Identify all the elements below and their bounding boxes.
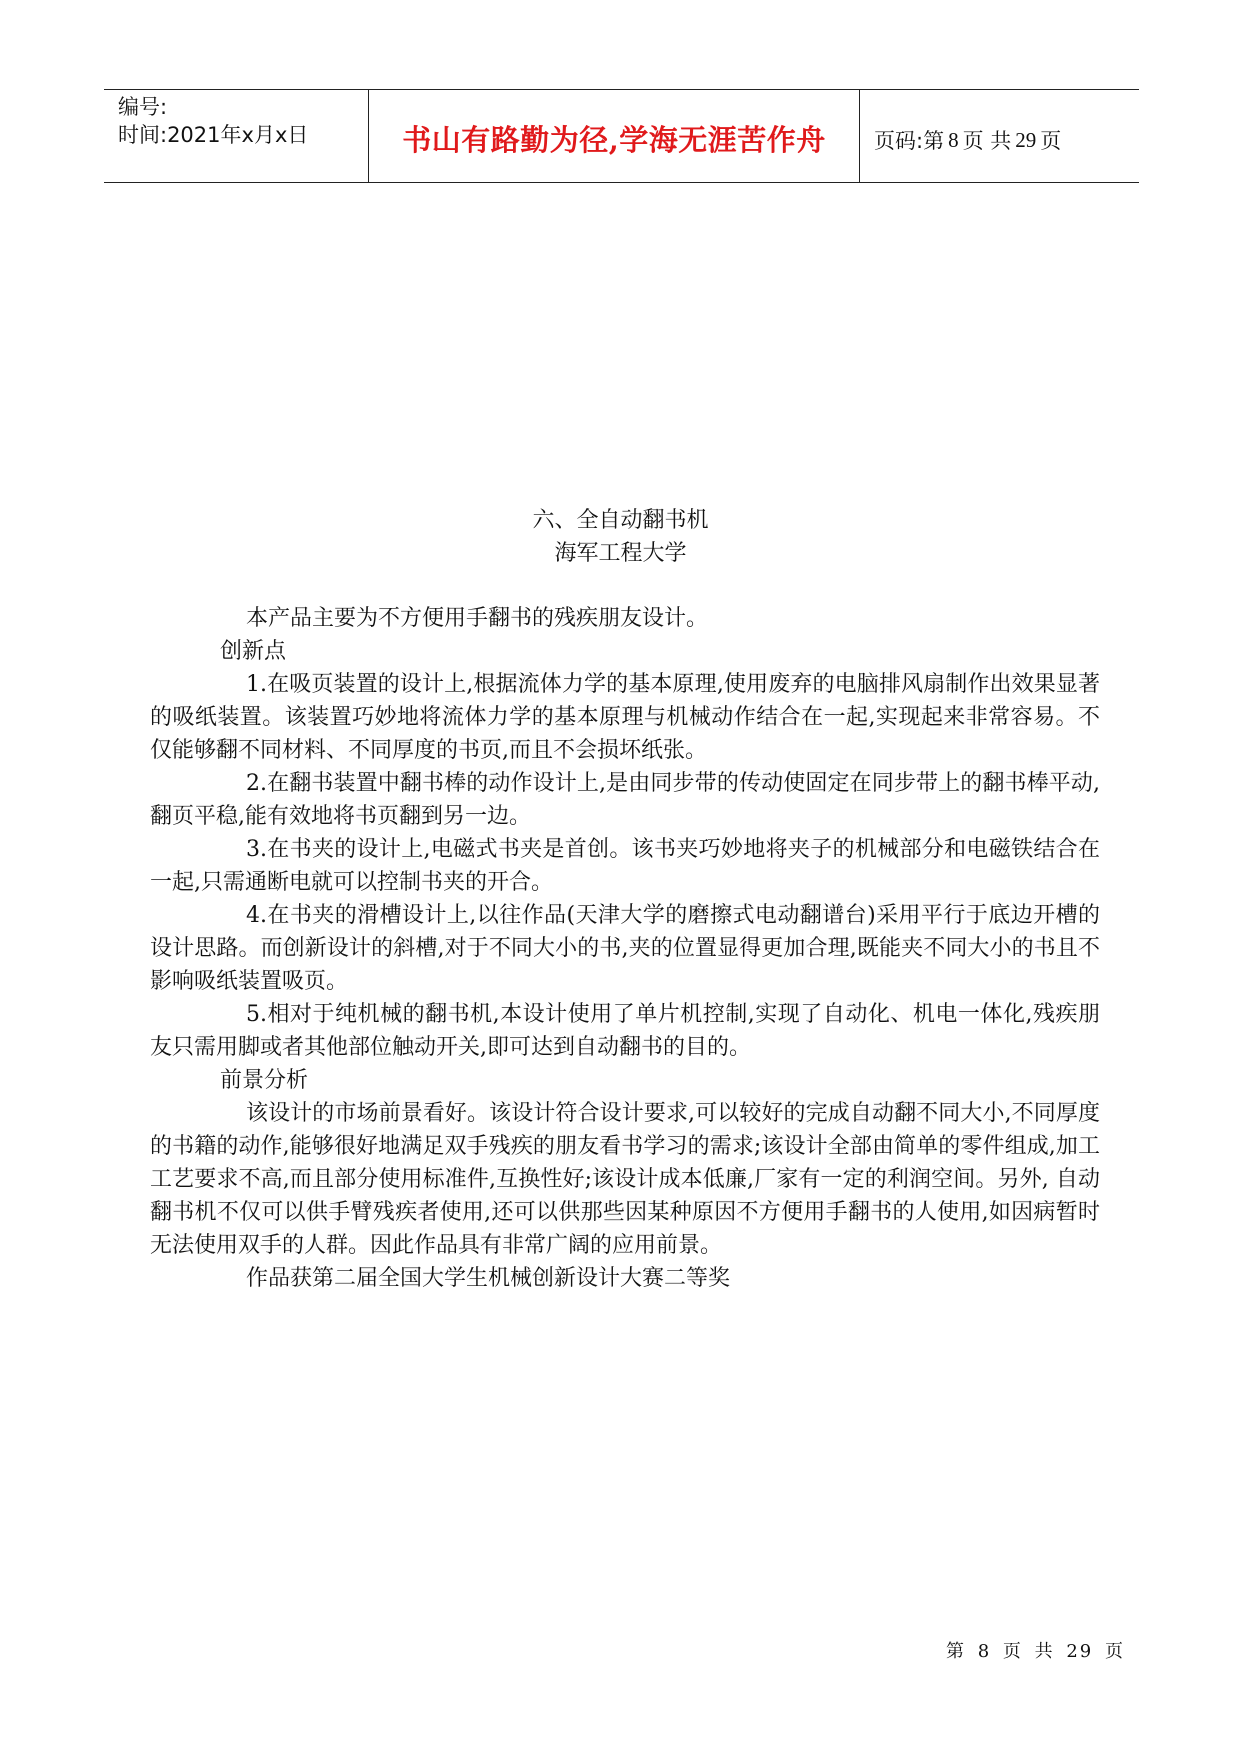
number-label: 编号: xyxy=(118,95,168,119)
body-paragraph: 本产品主要为不方便用手翻书的残疾朋友设计。 xyxy=(246,606,709,631)
body-paragraph: 1.在吸页装置的设计上,根据流体力学的基本原理,使用废弃的电脑排风扇制作出效果显著的吸纸装置。该装置巧妙地将流体力学的基本原理与机械动作结合在一起,实现起来非常容易。不仅能够翻不同材料、不同厚度的书页,而且不会损坏纸张。 xyxy=(150,672,1100,763)
header-motto: 书山有路勤为径,学海无涯苦作舟 xyxy=(369,90,860,182)
body-paragraph: 该设计的市场前景看好。该设计符合设计要求,可以较好的完成自动翻不同大小,不同厚度的书籍的动作,能够很好地满足双手残疾的朋友看书学习的需求;该设计全部由简单的零件组成,加工工艺要求不高,而且部分使用标准件,互换性好;该设计成本低廉,厂家有一定的利润空间。另外, 自动翻书机不仅可以供手臂残疾者使用,还可以供那些因某种原因不方便用手翻书的人使用,如因病暂时无法使用双手的人群。因此作品具有非常广阔的应用前景。 xyxy=(150,1101,1100,1258)
page-total: 29 xyxy=(1015,127,1037,152)
page-suffix: 页 xyxy=(1040,129,1062,153)
time-label: 时间:2021年x月x日 xyxy=(118,123,309,147)
header-page-number xyxy=(860,90,1139,186)
body-paragraph: 3.在书夹的设计上,电磁式书夹是首创。该书夹巧妙地将夹子的机械部分和电磁铁结合在一起,只需通断电就可以控制书夹的开合。 xyxy=(150,837,1100,895)
page-current: 8 xyxy=(948,127,959,152)
document-body xyxy=(150,602,1100,1295)
body-paragraph: 作品获第二届全国大学生机械创新设计大赛二等奖 xyxy=(246,1266,731,1291)
page-header xyxy=(104,89,1139,183)
body-paragraph: 4.在书夹的滑槽设计上,以往作品(天津大学的磨擦式电动翻谱台)采用平行于底边开槽的设计思路。而创新设计的斜槽,对于不同大小的书,夹的位置显得更加合理,既能夹不同大小的书且不影响吸纸装置吸页。 xyxy=(150,903,1100,994)
page-mid: 页 共 xyxy=(962,129,1012,153)
body-paragraph: 创新点 xyxy=(220,639,287,664)
body-paragraph: 前景分析 xyxy=(220,1068,309,1093)
header-info-cell xyxy=(104,90,369,182)
page-prefix: 页码:第 xyxy=(874,129,945,153)
body-paragraph: 5.相对于纯机械的翻书机,本设计使用了单片机控制,实现了自动化、机电一体化,残疾朋友只需用脚或者其他部位触动开关,即可达到自动翻书的目的。 xyxy=(150,1002,1100,1060)
page-footer: 第 8 页 共 29 页 xyxy=(946,1641,1125,1662)
body-paragraph: 2.在翻书装置中翻书棒的动作设计上,是由同步带的传动使固定在同步带上的翻书棒平动,翻页平稳,能有效地将书页翻到另一边。 xyxy=(150,771,1100,829)
document-subtitle: 海军工程大学 xyxy=(554,541,687,566)
document-title: 六、全自动翻书机 xyxy=(532,508,709,533)
